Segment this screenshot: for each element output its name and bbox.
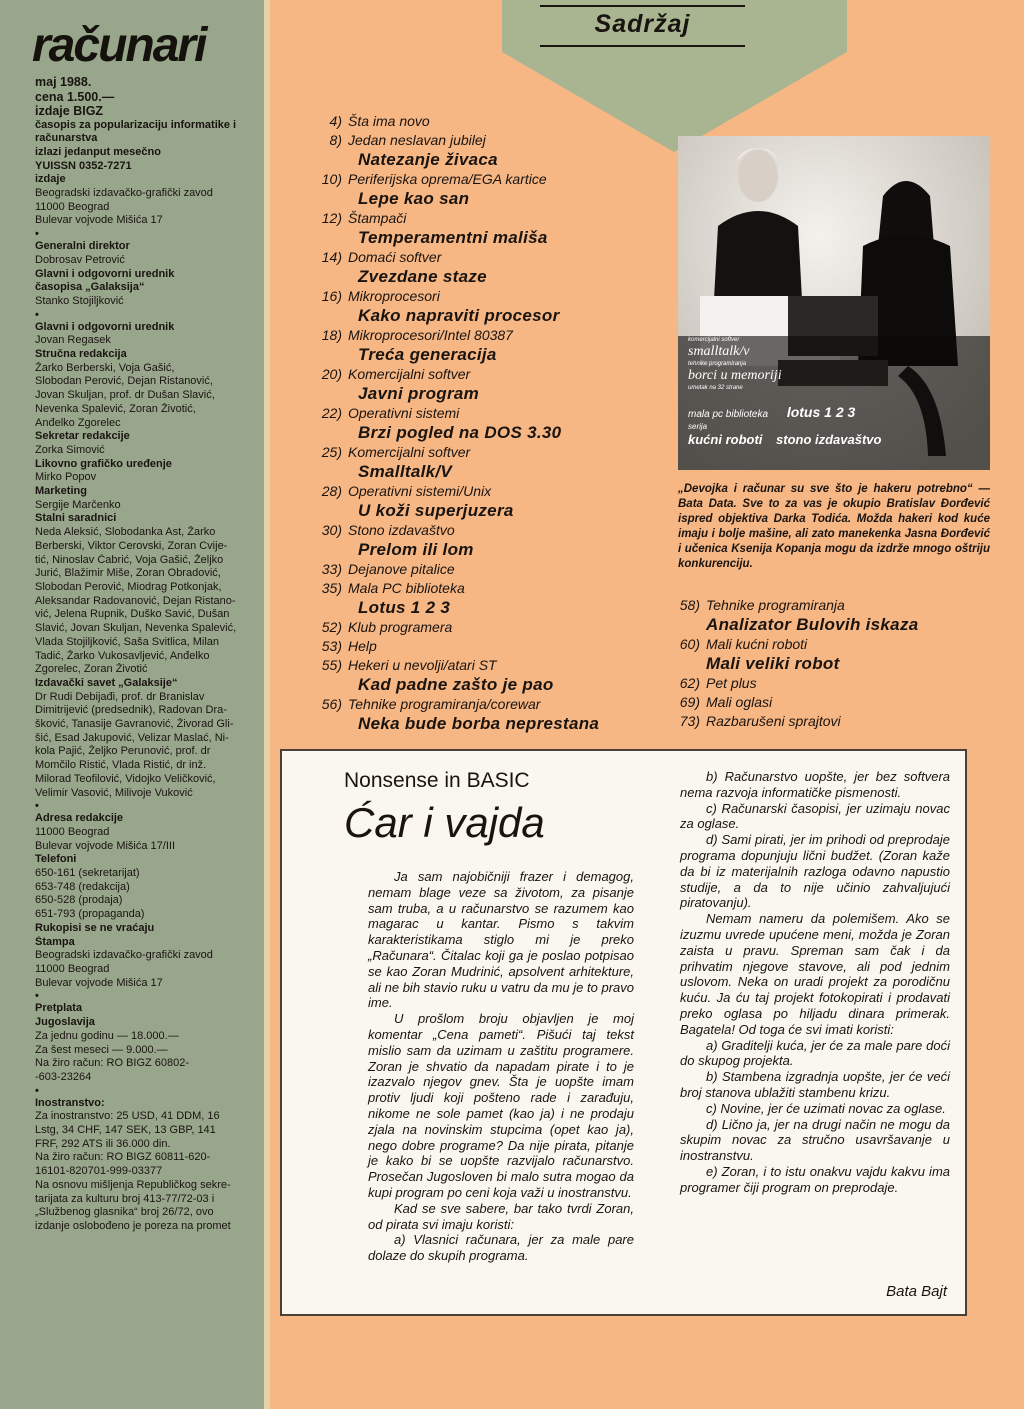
section-label: Štampači	[348, 210, 407, 226]
overlay-robots-text: kućni roboti	[688, 432, 763, 447]
page-number: 28)	[321, 483, 342, 499]
article-column-2	[680, 769, 950, 1196]
page-number: 16)	[321, 288, 342, 304]
contents-section	[290, 618, 660, 637]
masthead-line: Rukopisi se ne vraćaju	[35, 921, 155, 934]
masthead-line: Jovan Skuljan, prof. dr Dušan Slavić,	[35, 389, 215, 402]
page-number: 52)	[321, 619, 342, 635]
contents-entry[interactable]	[678, 635, 1008, 674]
overlay-small-text: mala pc biblioteka	[688, 409, 769, 420]
contents-entry[interactable]	[290, 248, 660, 287]
article-paragraph: Kad se sve sabere, bar tako tvrdi Zoran, od pirata svi imaju koristi:	[368, 1200, 634, 1232]
contents-entry[interactable]	[678, 712, 1008, 731]
contents-entry[interactable]	[290, 482, 660, 521]
overlay-dtp-text: stono izdavaštvo	[776, 432, 882, 447]
masthead-line: Jugoslavija	[35, 1016, 95, 1029]
masthead-line: vić, Jelena Rupnik, Duško Savić, Dušan	[35, 608, 230, 621]
section-label: Stono izdavaštvo	[348, 522, 455, 538]
overlay-series: serija	[688, 422, 708, 431]
masthead-line: izdaje	[35, 173, 66, 186]
contents-section	[290, 287, 660, 306]
page-number: 35)	[321, 580, 342, 596]
contents-entry[interactable]	[678, 674, 1008, 693]
article-paragraph: a) Vlasnici računara, jer za male pare dolaze do skupih programa.	[368, 1232, 634, 1264]
article-title: Treća generacija	[358, 345, 497, 364]
article-title: Kako napraviti procesor	[358, 306, 560, 325]
masthead-line: Glavni i odgovorni urednik	[35, 320, 175, 333]
masthead-line: Zgorelec, Zoran Životić	[35, 663, 148, 676]
contents-section	[290, 326, 660, 345]
masthead-line: Berberski, Viktor Cerovski, Zoran Cvije-	[35, 539, 228, 552]
masthead-line: Na žiro račun: RO BIGZ 60811-620-	[35, 1151, 211, 1164]
article-title: Smalltalk/V	[358, 462, 453, 481]
contents-entry[interactable]	[290, 131, 660, 170]
section-label: Razbarušeni sprajtovi	[706, 713, 841, 729]
page-number: 58)	[679, 597, 700, 613]
masthead-line: Stanko Stojiljković	[35, 294, 124, 307]
article-title: Mali veliki robot	[706, 654, 840, 673]
page-number: 55)	[321, 657, 342, 673]
section-label: Operativni sistemi	[348, 405, 460, 421]
article-paragraph: U prošlom broju objavljen je moj komentar „Cena pameti“. Pišući taj tekst mislio sam da uzimam u zaštitu programere. Zoran je shvatio da napadam pirate i to je izazvalo njegov gnev. Šta je uopšte imam protiv ljudi koji pošteno rade i zarađuju, nikome ne sole pamet (kao ja) i ne prodaju zjala na novinskim stupcima (opet kao ja), nego dobre programe? Da nije pirata, pitanje je kako bi se uopšte razvijalo računarstvo. Prosečan Jugosloven bi malo sutra mogao da kupi program po ceni koja važi u inostranstvu.	[368, 1011, 634, 1200]
masthead-line: Slavić, Jovan Skuljan, Nevenka Spalević,	[35, 622, 237, 635]
masthead-line: Sekretar redakcije	[35, 430, 130, 443]
page-number: 10)	[321, 171, 342, 187]
masthead-line: Dr Rudi Debijađi, prof. dr Branislav	[35, 690, 205, 703]
masthead-line: računarstva	[35, 132, 98, 145]
masthead-line: Vlada Stojiljković, Saša Svitlica, Milan	[35, 635, 220, 648]
masthead-line: Inostranstvo:	[35, 1096, 105, 1109]
masthead-line: Štampa	[35, 935, 75, 948]
article-paragraph: c) Računarski časopisi, jer uzimaju novac za oglase.	[680, 800, 950, 832]
article-title: Lotus 1 2 3	[358, 598, 451, 617]
masthead-line: Slobodan Perović, Miodrag Potkonjak,	[35, 581, 222, 593]
article-paragraph: a) Graditelji kuća, jer će za male pare doći do skupog projekta.	[680, 1037, 950, 1069]
masthead-line: Izdavački savet „Galaksije“	[35, 676, 178, 689]
section-label: Tehnike programiranja	[706, 597, 845, 613]
section-label: Komercijalni softver	[348, 366, 471, 382]
contents-section	[678, 596, 1008, 615]
masthead-line: •	[35, 800, 39, 813]
contents-section	[290, 131, 660, 150]
page-number: 25)	[321, 444, 342, 460]
masthead-line: Adresa redakcije	[35, 812, 124, 825]
masthead-line: Milorad Teofilović, Vidojko Veličković,	[35, 772, 216, 785]
section-label: Operativni sistemi/Unix	[348, 483, 492, 499]
section-label: Dejanove pitalice	[348, 561, 455, 577]
contents-section	[290, 209, 660, 228]
page-number: 33)	[321, 561, 342, 577]
cover-overlay-text	[688, 336, 888, 392]
masthead-line: Zorka Simović	[35, 443, 105, 456]
masthead-line: Momčilo Ristić, Vlada Ristić, dr inž.	[35, 759, 207, 772]
masthead-line: Beogradski izdavačko-grafički zavod	[35, 949, 213, 962]
section-label: Domaći softver	[348, 249, 442, 265]
section-label: Komercijalni softver	[348, 444, 471, 460]
header-rule-top	[540, 5, 745, 7]
overlay-line: tehnike programiranja	[688, 361, 747, 367]
article-title: Neka bude borba neprestana	[358, 714, 600, 733]
masthead-line: Aleksandar Radovanović, Dejan Ristano-	[35, 594, 236, 607]
contents-entry[interactable]	[678, 596, 1008, 635]
masthead-line: Likovno grafičko uređenje	[35, 457, 172, 470]
section-label: Mala PC biblioteka	[348, 580, 465, 596]
article-paragraph: b) Stambena izgradnja uopšte, jer će veći broj stanova ublažiti stambenu krizu.	[680, 1069, 950, 1100]
section-label: Šta ima novo	[348, 113, 430, 129]
page-number: 12)	[321, 210, 342, 226]
article-title: Zvezdane staze	[358, 267, 487, 286]
masthead-line: Sergije Marčenko	[35, 498, 121, 511]
contents-section	[678, 635, 1008, 654]
page-number: 56)	[321, 696, 342, 712]
masthead-line: 653-748 (redakcija)	[35, 880, 130, 893]
contents-entry[interactable]	[290, 521, 660, 560]
contents-entry[interactable]	[290, 170, 660, 209]
article-title: Analizator Bulovih iskaza	[706, 615, 919, 634]
masthead-line: Bulevar vojvode Mišića 17	[35, 214, 163, 227]
header-rule-bottom	[540, 45, 745, 47]
section-label: Pet plus	[706, 675, 757, 691]
masthead-column	[0, 0, 270, 1409]
masthead-line: Za inostranstvo: 25 USD, 41 DDM, 16	[35, 1110, 220, 1123]
masthead-line: Dobrosav Petrović	[35, 253, 125, 266]
article-title: Natezanje živaca	[358, 150, 498, 169]
contents-section	[678, 693, 1008, 712]
article-box	[280, 749, 967, 1316]
section-label: Klub programera	[348, 619, 453, 635]
masthead-line: Slobodan Perović, Dejan Ristanović,	[35, 375, 213, 388]
section-label: Tehnike programiranja/corewar	[348, 696, 541, 712]
page-number: 73)	[679, 713, 700, 729]
contents-entry[interactable]	[290, 637, 660, 656]
contents-section	[290, 482, 660, 501]
masthead-line: izlazi jedanput mesečno	[35, 145, 161, 158]
masthead-line: Velimir Vasović, Milivoje Vuković	[35, 786, 193, 799]
masthead-line: 650-161 (sekretarijat)	[35, 867, 140, 880]
section-label: Mikroprocesori	[348, 288, 440, 304]
article-paragraph: Ja sam najobičniji frazer i demagog, nemam blage veze sa životom, za pisanje sam truba, a u računarstvo se razumem kao magarac u kantar. Pismo s takvim karakteristikama stiglo mi je preko „Računara“. Čitalac koji ga je poslao potpisao se kao Zoran Mudrinić, apsolvent arhitekture, ali ne bih stavio ruku u vatru da mu je to pravo ime.	[368, 869, 634, 1011]
masthead-line: Stručna redakcija	[35, 348, 127, 361]
article-title: Brzi pogled na DOS 3.30	[358, 423, 562, 442]
masthead-line: 16101-820701-999-03377	[35, 1165, 163, 1178]
masthead-line: kola Pajić, Željko Perunović, prof. dr	[35, 745, 211, 758]
article-title: Prelom ili lom	[358, 540, 474, 559]
contents-entry[interactable]	[290, 579, 660, 618]
contents-title: Sadržaj	[594, 10, 691, 38]
masthead-line: Neda Aleksić, Slobodanka Ast, Žarko	[35, 526, 216, 539]
article-signature: Bata Bajt	[886, 1283, 947, 1300]
page-number: 53)	[321, 638, 342, 654]
article-paragraph: d) Lično ja, jer na drugi način ne mogu da skupim novac za stručno usavršavanje u inostranstvu.	[680, 1116, 950, 1164]
page-number: 18)	[321, 327, 342, 343]
contents-entry[interactable]	[290, 365, 660, 404]
cover-overlay-row1	[688, 404, 988, 420]
cover-overlay-row2	[688, 432, 988, 447]
section-label: Help	[348, 638, 377, 654]
contents-entry[interactable]	[290, 287, 660, 326]
page-number: 30)	[321, 522, 342, 538]
page-number: 22)	[321, 405, 342, 421]
contents-section	[290, 521, 660, 540]
contents-section	[290, 443, 660, 462]
masthead-line: -603-23264	[35, 1070, 92, 1083]
page-number: 20)	[321, 366, 342, 382]
masthead-line: Na žiro račun: RO BIGZ 60802-	[35, 1057, 190, 1070]
article-title: Kad padne zašto je pao	[358, 675, 554, 694]
masthead-line: Glavni i odgovorni urednik	[35, 267, 175, 280]
masthead-line: maj 1988.	[35, 75, 92, 89]
masthead-line: Dimitrijević (predsednik), Radovan Dra-	[35, 704, 227, 717]
contents-section	[290, 404, 660, 423]
masthead-line: Stalni saradnici	[35, 512, 117, 525]
masthead-line: Za šest meseci — 9.000.—	[35, 1043, 168, 1056]
masthead-line: Bulevar vojvode Mišića 17	[35, 976, 163, 989]
masthead-line: Žarko Berberski, Voja Gašić,	[35, 361, 175, 374]
article-title: Lepe kao san	[358, 189, 470, 208]
overlay-line: borci u memoriji	[688, 368, 782, 383]
masthead-line: Telefoni	[35, 853, 77, 866]
masthead-line: Za jednu godinu — 18.000.—	[35, 1029, 179, 1042]
page-number: 14)	[321, 249, 342, 265]
masthead-line: 11000 Beograd	[35, 200, 110, 213]
masthead-line: cena 1.500.—	[35, 89, 115, 104]
magazine-logo: računari	[32, 19, 206, 72]
masthead-line: 11000 Beograd	[35, 962, 110, 975]
overlay-line: umetak na 32 strane	[688, 385, 743, 391]
masthead-line: šić, Esad Jakupović, Velizar Maslać, Ni-	[35, 731, 229, 744]
article-paragraph: d) Sami pirati, jer im prihodi od preprodaje programa dopunjuju lični budžet. (Zoran kaže da bi iz materijalnih razloga odavno napustio studije, a da to nije učinio zahvaljujući piratovanju).	[680, 832, 950, 911]
masthead-line: •	[35, 308, 39, 321]
masthead-line: 651-793 (propaganda)	[35, 908, 145, 921]
article-headline: Ćar i vajda	[344, 799, 545, 846]
article-title: Javni program	[358, 384, 480, 403]
masthead-line: Anđelko Zgorelec	[35, 416, 121, 429]
masthead-line: Marketing	[35, 485, 87, 498]
contents-entry[interactable]	[290, 404, 660, 443]
article-column-1	[368, 869, 634, 1264]
photo-caption: „Devojka i računar su sve što je hakeru potrebno“ — Bata Data. Sve to za vas je okupio Bratislav Đorđević ispred objektiva Darka Todića. Možda hakeri kod kuće imaju i bolje mašine, ali zato manekenka Jasna Đorđević i učenica Ksenija Kopanja mogu da izdrže mnogo oštriju konkurenciju.	[678, 483, 990, 570]
contents-entry[interactable]	[678, 693, 1008, 712]
contents-entry[interactable]	[290, 656, 660, 695]
contents-section	[290, 365, 660, 384]
masthead-line: Tadić, Žarko Vukosavljević, Anđelko	[35, 649, 210, 662]
masthead-line: 11000 Beograd	[35, 825, 110, 838]
masthead-line: časopisa „Galaksija“	[35, 281, 145, 294]
page-number: 60)	[679, 636, 700, 652]
masthead-line: časopis za popularizaciju informatike i	[35, 118, 237, 131]
masthead-line: •	[35, 990, 39, 1003]
masthead-line: Na osnovu mišljenja Republičkog sekre-	[35, 1178, 231, 1191]
page-number: 4)	[329, 113, 342, 129]
article-title: Temperamentni mališa	[358, 228, 548, 247]
masthead-line: tić, Ninoslav Čabrić, Voja Gašić, Željko	[35, 553, 224, 566]
contents-list-right	[678, 596, 1008, 731]
article-paragraph: e) Zoran, i to istu onakvu vajdu kakvu ima programer čiji program on preprodaje.	[680, 1163, 950, 1195]
masthead-line: Pretplata	[35, 1002, 83, 1015]
contents-section	[678, 712, 1008, 731]
contents-section	[290, 579, 660, 598]
contents-section	[290, 656, 660, 675]
contents-section	[290, 637, 660, 656]
overlay-lotus-text: lotus 1 2 3	[786, 404, 856, 420]
article-title: U koži superjuzera	[358, 501, 514, 520]
section-label: Jedan neslavan jubilej	[348, 132, 486, 148]
contents-entry[interactable]	[290, 695, 660, 734]
masthead-line: Lstg, 34 CHF, 147 SEK, 13 GBP, 141	[35, 1124, 216, 1137]
masthead-line: Mirko Popov	[35, 471, 97, 484]
masthead-line: Generalni direktor	[35, 240, 130, 253]
contents-section	[290, 170, 660, 189]
contents-entry[interactable]	[290, 560, 660, 579]
contents-section	[678, 674, 1008, 693]
section-label: Mali kućni roboti	[706, 636, 808, 652]
masthead-line: Jovan Regasek	[35, 334, 111, 347]
masthead-line: „Službenog glasnika“ broj 26/72, ovo	[35, 1206, 214, 1219]
masthead-line: Beogradski izdavačko-grafički zavod	[35, 187, 213, 200]
contents-list-left	[290, 112, 660, 734]
cover-photo	[678, 136, 990, 470]
masthead-credits	[35, 75, 265, 1234]
masthead-line: Jurić, Blažimir Miše, Zoran Obradović,	[35, 567, 221, 580]
masthead-line: izdaje BIGZ	[35, 104, 104, 118]
section-label: Hekeri u nevolji/atari ST	[348, 657, 497, 673]
contents-entry[interactable]	[290, 326, 660, 365]
article-paragraph: Nemam nameru da polemišem. Ako se izuzmu uvrede upućene meni, možda je Zoran zaista u pravu. Spreman sam čak i da prihvatim njegove stavove, ali pod jednim uslovom. Neka on uradi projekt za porodičnu kuću. Ja ću taj projekt fotokopirati i prodavati preko oglasa po hiljadu dinara primerak. Bagatela! Od toga će svi imati koristi:	[680, 911, 950, 1037]
masthead-line: Bulevar vojvode Mišića 17/III	[35, 839, 176, 852]
contents-section	[290, 695, 660, 714]
masthead-line: •	[35, 1084, 39, 1097]
masthead-line: tarijata za kulturu broj 413-77/72-03 i	[35, 1192, 215, 1205]
contents-section	[290, 112, 660, 131]
overlay-line: smalltalk/v	[688, 344, 750, 359]
masthead-line: YUISSN 0352-7271	[35, 159, 132, 172]
masthead-line: •	[35, 228, 39, 241]
masthead-line: 650-528 (prodaja)	[35, 894, 123, 907]
article-paragraph: c) Novine, jer će uzimati novac za oglase.	[706, 1100, 946, 1116]
contents-section	[290, 248, 660, 267]
overlay-line: komercijalni softver	[688, 337, 740, 343]
section-label: Mali oglasi	[706, 694, 773, 710]
contents-section	[290, 560, 660, 579]
masthead-line: šković, Tanasije Gavranović, Živorad Gli-	[35, 718, 234, 731]
section-label: Periferijska oprema/EGA kartice	[348, 171, 547, 187]
masthead-line: izdanje oslobođeno je poreza na promet	[35, 1219, 231, 1232]
contents-entry[interactable]	[290, 443, 660, 482]
page-number: 62)	[679, 675, 700, 691]
contents-entry[interactable]	[290, 209, 660, 248]
section-label: Mikroprocesori/Intel 80387	[348, 327, 513, 343]
page-number: 8)	[329, 132, 342, 148]
contents-entry[interactable]	[290, 618, 660, 637]
page-number: 69)	[679, 694, 700, 710]
contents-entry[interactable]	[290, 112, 660, 131]
masthead-line: FRF, 292 ATS ili 36.000 din.	[35, 1137, 171, 1150]
article-paragraph: b) Računarstvo uopšte, jer bez softvera nema razvoja informatičke pismenosti.	[680, 769, 950, 800]
masthead-line: Nevenka Spalević, Zoran Životić,	[35, 402, 196, 415]
article-kicker: Nonsense in BASIC	[344, 769, 530, 792]
